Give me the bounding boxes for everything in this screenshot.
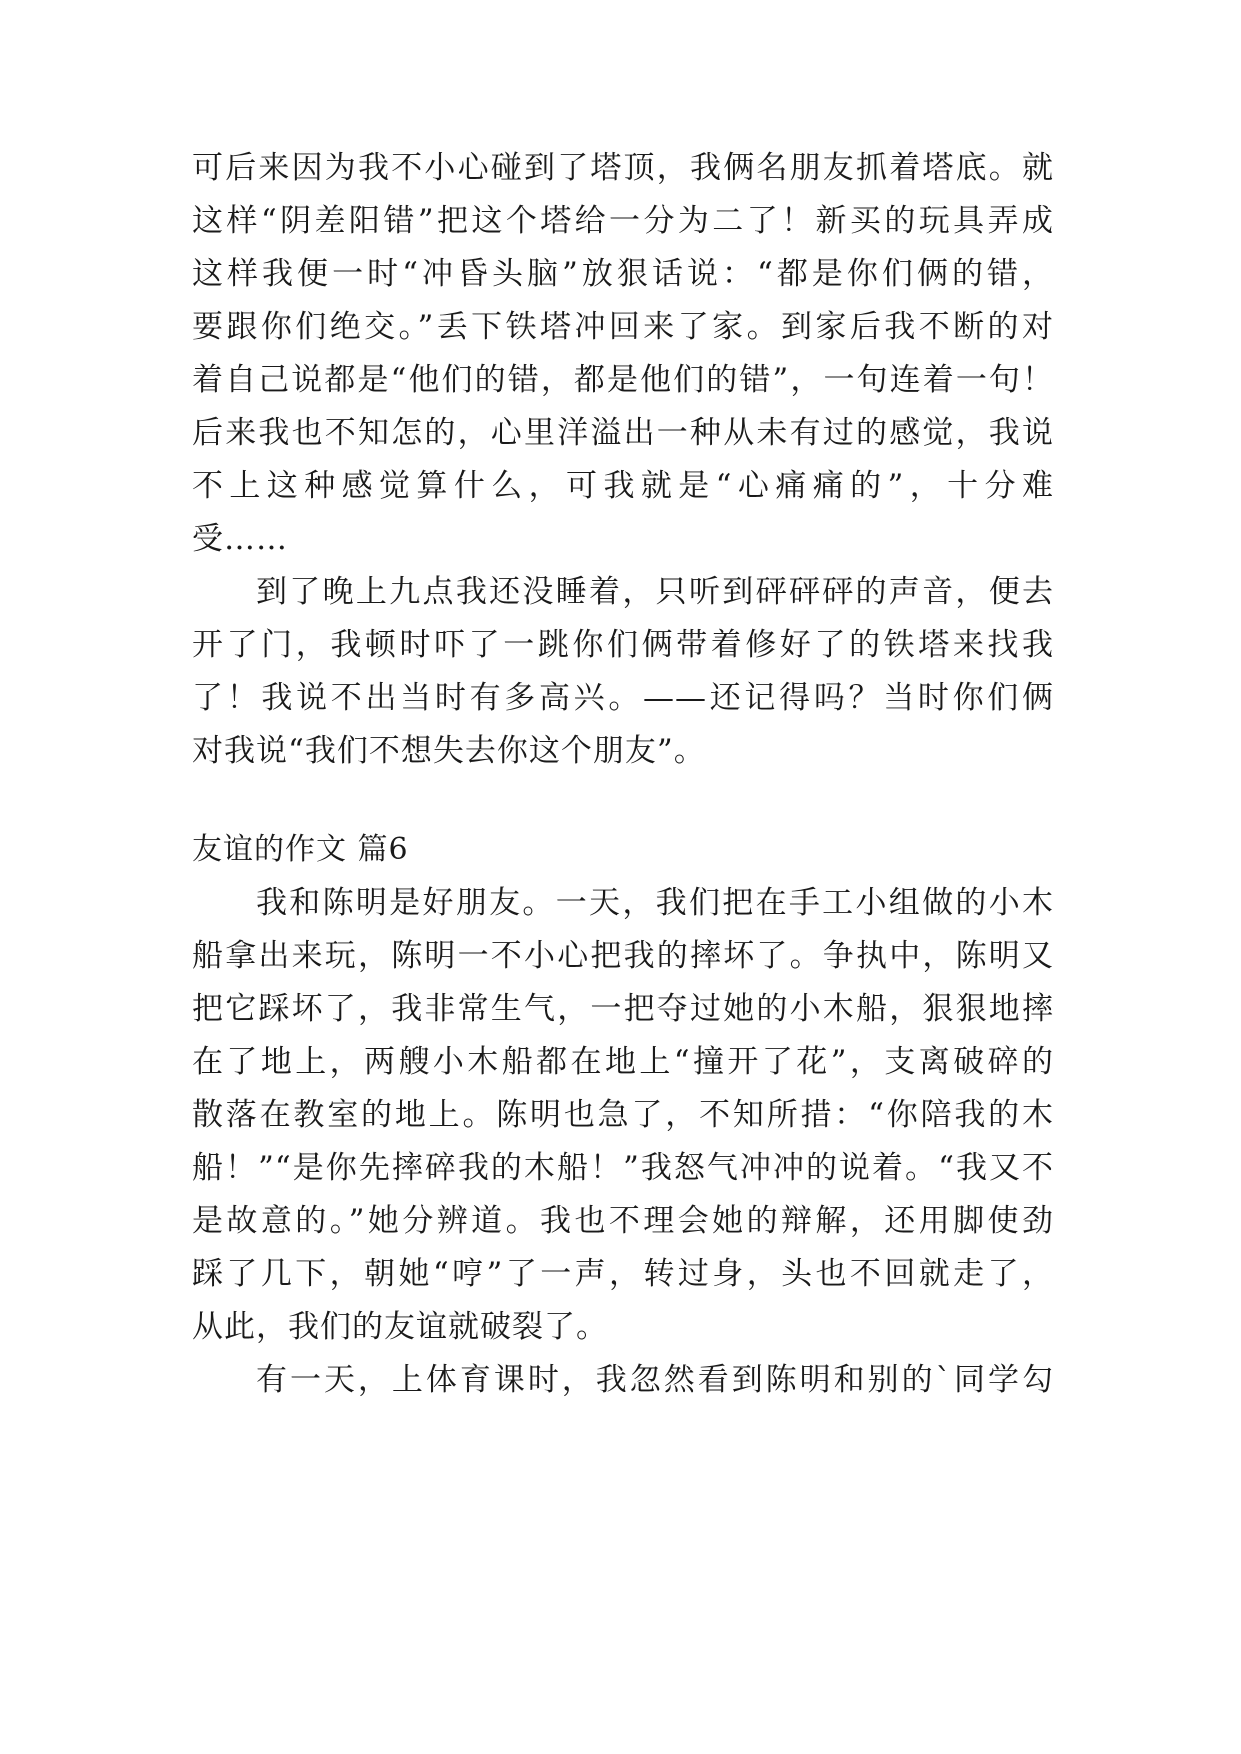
text-line: 受…… — [192, 521, 288, 557]
text-line: 散落在教室的地上。陈明也急了，不知所措：“你陪我的木 — [192, 1097, 1054, 1133]
text-line: 我和陈明是好朋友。一天，我们把在手工小组做的小木 — [256, 885, 1054, 921]
text-line: 这样我便一时“冲昏头脑”放狠话说：“都是你们俩的错， — [192, 256, 1054, 292]
text-line: 船！”“是你先摔碎我的木船！”我怒气冲冲的说着。“我又不 — [192, 1150, 1054, 1186]
text-line: 船拿出来玩，陈明一不小心把我的摔坏了。争执中，陈明又 — [192, 938, 1054, 974]
text-line: 可后来因为我不小心碰到了塔顶，我俩名朋友抓着塔底。就 — [192, 150, 1054, 186]
text-line: 了！我说不出当时有多高兴。——还记得吗？当时你们俩 — [192, 680, 1054, 716]
section-title: 友谊的作文 篇6 — [192, 832, 409, 867]
text-line: 对我说“我们不想失去你这个朋友”。 — [192, 733, 706, 769]
text-line: 不上这种感觉算什么，可我就是“心痛痛的”，十分难 — [192, 468, 1054, 504]
text-line: 从此，我们的友谊就破裂了。 — [192, 1309, 608, 1345]
text-line: 有一天，上体育课时，我忽然看到陈明和别的`同学勾 — [256, 1362, 1054, 1398]
text-line: 要跟你们绝交。”丢下铁塔冲回来了家。到家后我不断的对 — [192, 309, 1054, 345]
text-line: 是故意的。”她分辨道。我也不理会她的辩解，还用脚使劲 — [192, 1203, 1054, 1239]
text-line: 在了地上，两艘小木船都在地上“撞开了花”，支离破碎的 — [192, 1044, 1054, 1080]
text-line: 把它踩坏了，我非常生气，一把夺过她的小木船，狠狠地摔 — [192, 991, 1054, 1027]
text-line: 这样“阴差阳错”把这个塔给一分为二了！新买的玩具弄成 — [192, 203, 1054, 239]
text-line: 后来我也不知怎的，心里洋溢出一种从未有过的感觉，我说 — [192, 415, 1054, 451]
text-line: 到了晚上九点我还没睡着，只听到砰砰砰的声音，便去 — [256, 574, 1054, 610]
text-line: 开了门，我顿时吓了一跳你们俩带着修好了的铁塔来找我 — [192, 627, 1054, 663]
text-line: 着自己说都是“他们的错，都是他们的错”，一句连着一句！ — [192, 362, 1054, 398]
text-line: 踩了几下，朝她“哼”了一声，转过身，头也不回就走了， — [192, 1256, 1054, 1292]
